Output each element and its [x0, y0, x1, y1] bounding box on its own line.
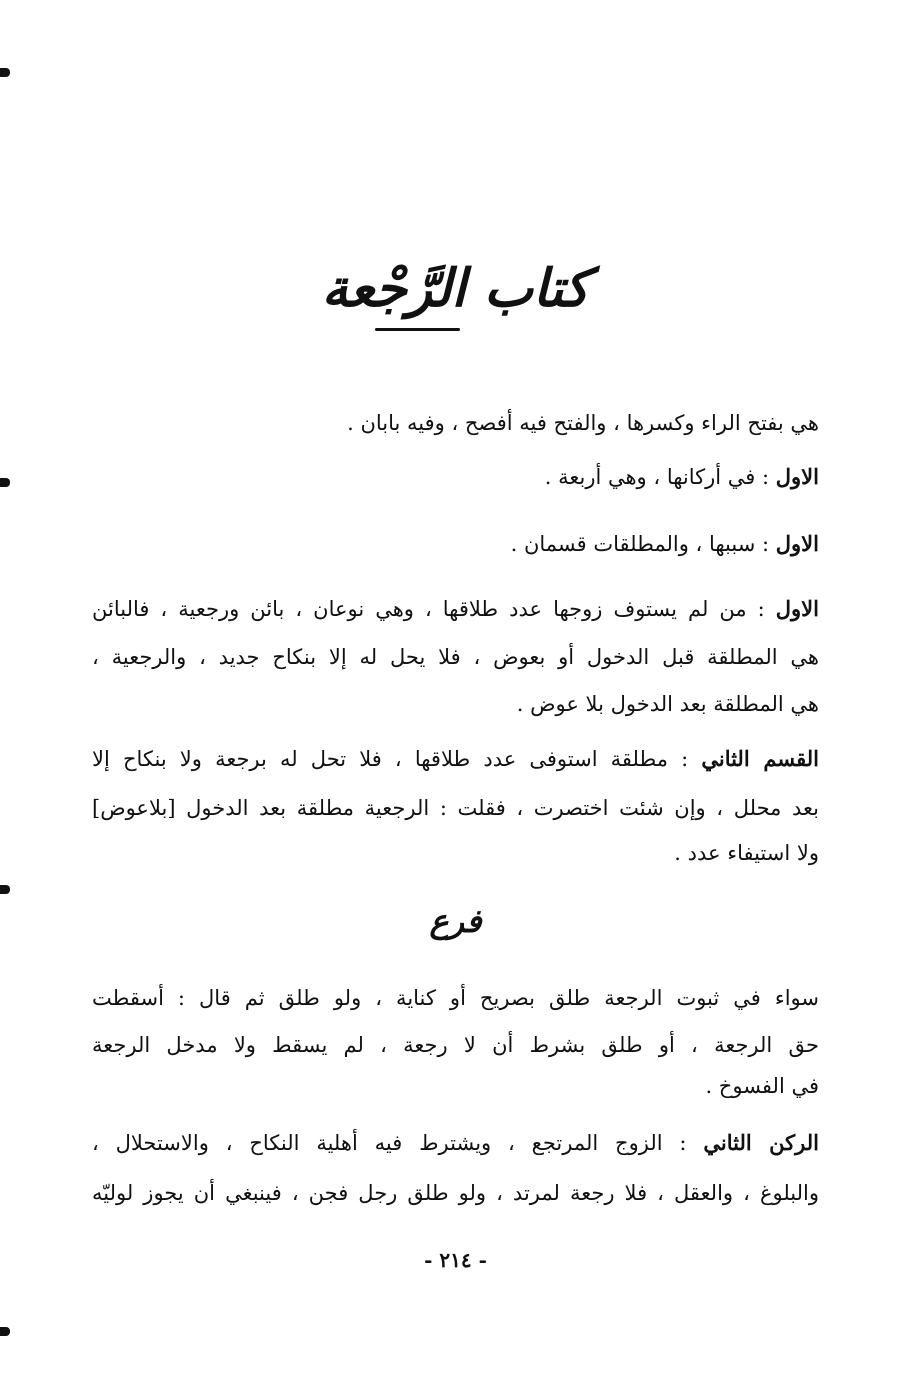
section2-line-2: بعد محلل ، وإن شئت اختصرت ، فقلت : الرجعية مطلقة بعد الدخول [بلاعوض] [92, 796, 819, 820]
pillar2-line-1: الركن الثاني : الزوج المرتجع ، ويشترط فيه أهلية النكاح ، والاستحلال ، [92, 1130, 819, 1155]
part1-line [545, 462, 819, 492]
chapter-title: كتاب الرَّجْعة [321, 258, 590, 319]
page-number: - ٢١٤ - [424, 1248, 487, 1272]
part1-label: الاول [775, 464, 819, 489]
part2-text: : سببها ، والمطلقات قسمان . [510, 532, 770, 556]
scan-edge-mark [0, 478, 10, 487]
part1-text: : في أركانها ، وهي أربعة . [544, 465, 770, 489]
part3-line-1: الاول : من لم يستوف زوجها عدد طلاقها ، وهي نوعان ، بائن ورجعية ، فالبائن [92, 596, 819, 621]
part3-line-2: هي المطلقة قبل الدخول أو بعوض ، فلا يحل له إلا بنكاح جديد ، والرجعية ، [92, 645, 819, 669]
part3-line-3: هي المطلقة بعد الدخول بلا عوض . [516, 692, 819, 716]
pillar2-label: الركن الثاني [703, 1130, 819, 1155]
scan-edge-mark [0, 68, 10, 77]
subheading: فرع [429, 902, 482, 940]
pillar2-line-2: والبلوغ ، والعقل ، فلا رجعة لمرتد ، ولو طلق رجل فجن ، فينبغي أن يجوز لوليّه [92, 1181, 819, 1205]
scan-edge-mark [0, 885, 10, 894]
branch-line-2: حق الرجعة ، أو طلق بشرط أن لا رجعة ، لم يسقط ولا مدخل الرجعة [92, 1033, 819, 1057]
part2-line [511, 529, 819, 559]
part3-label: الاول [775, 596, 819, 621]
section2-line-3: ولا استيفاء عدد . [674, 841, 819, 865]
part2-label: الاول [775, 531, 819, 556]
section2-label: القسم الثاني [701, 746, 819, 771]
branch-line-3: في الفسوخ . [705, 1074, 819, 1098]
scan-edge-mark [0, 1327, 10, 1336]
section2-line-1: القسم الثاني : مطلقة استوفى عدد طلاقها ، فلا تحل له برجعة ولا بنكاح إلا [92, 746, 819, 771]
branch-line-1: سواء في ثبوت الرجعة طلق بصريح أو كناية ، ولو طلق ثم قال : أسقطت [92, 986, 819, 1010]
title-flourish [375, 328, 460, 331]
intro-line: هي بفتح الراء وكسرها ، والفتح فيه أفصح ، وفيه بابان . [347, 411, 819, 435]
